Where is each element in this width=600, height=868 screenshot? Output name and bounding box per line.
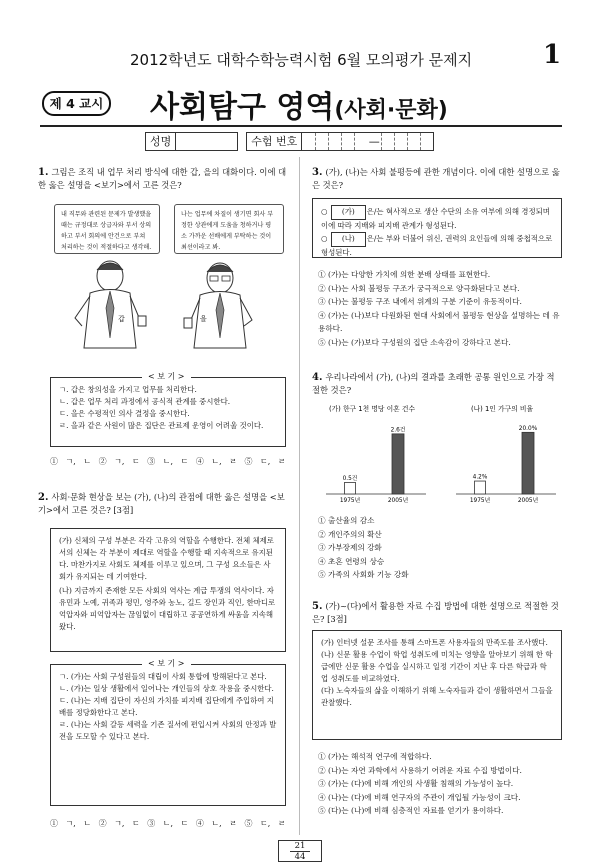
question-4-stem [312,371,562,397]
question-3-stem [312,166,562,192]
question-1-bogi-box [50,377,286,447]
question-2-choices: ① ㄱ, ㄴ ② ㄱ, ㄷ ③ ㄴ, ㄷ ④ ㄴ, ㄹ ⑤ ㄷ, ㄹ [50,819,286,828]
speech-bubble-left: 내 직무와 관련된 문제가 발생했을 때는 규정대로 상급자와 부서 상의 하고 부서 회의에 안건으로 부쳐 처리하는 것이 적절하다고 생각해. [54,204,160,254]
period-badge: 제 4 교시 [42,91,111,116]
person-right-name: 을 [200,315,207,323]
bogi-item: ㄹ. (나)는 사회 갈등 세력을 기존 질서에 편입시켜 사회의 안정과 발전을 도모할 수 있다고 본다. [59,720,277,741]
question-1-number: 1. [38,167,49,178]
question-4-options [318,514,562,582]
candidate-info-bar [145,132,434,151]
chart-category-label: 2005년 [387,498,409,504]
passage-na: (나) 지금까지 존재한 모든 사회의 역사는 계급 투쟁의 역사이다. 자유민과 노예, 귀족과 평민, 영주와 농노, 길드 장인과 직인, 한마디로 억압자와 피억압자는 끊임없이 대립하고 공공연하게 싸움을 지속해왔다. [59,586,276,631]
question-4-charts [312,402,562,512]
exam-number-label: 수험 번호 [246,132,302,151]
subject-sub: (사회·문화) [334,98,448,123]
header-rule [40,125,562,127]
bogi-item: ㄴ. 갑은 업무 처리 과정에서 공식적 관계를 중시한다. [59,397,231,406]
chart-title: (나) 1인 가구의 비율 [470,405,534,413]
question-1-bogi-title: < 보 기 > [142,371,191,382]
option[interactable]: ④ 초혼 연령의 상승 [318,556,385,566]
bullet-icon: ○ [321,234,328,243]
page-number: 1 [543,40,562,70]
option[interactable]: ① (가)는 다양한 가치에 의한 분배 상태를 표현한다. [318,270,491,279]
question-2-text: 사회·문화 현상을 보는 (가), (나)의 관점에 대한 옳은 설명을 <보기>에서 고른 것은? [3점] [38,492,285,515]
chart-value-label: 0.5건 [342,475,358,482]
concept-ga [321,205,553,232]
question-1-illustration [40,198,290,358]
bogi-item: ㄴ. (가)는 일상 생활에서 일어나는 개인들의 상호 작용을 중시한다. [59,684,274,693]
person-left-name: 갑 [118,315,125,323]
option[interactable]: ④ (가)는 (나)보다 다원화된 현대 사회에서 불평등 현상을 설명하는 데 유용하다. [318,310,560,334]
passage-da: (다) 노숙자들의 삶을 이해하기 위해 노숙자들과 같이 생활하면서 그들을 관찰했다. [321,686,553,707]
option[interactable]: ⑤ (다)는 (나)에 비해 심층적인 자료를 얻기가 용이하다. [318,806,504,816]
question-2-passage-box [50,528,286,652]
chart-category-label: 2005년 [517,498,539,504]
question-2-bogi-title: < 보 기 > [142,658,191,669]
option[interactable]: ③ (가)는 (다)에 비해 개인의 사생활 침해의 가능성이 높다. [318,779,514,789]
question-2-number: 2. [38,492,49,503]
bogi-item: ㄱ. (가)는 사회 구성원들의 대립이 사회 통합에 방해된다고 본다. [59,672,267,681]
subject-title [150,82,448,126]
option[interactable]: ② (나)는 자연 과학에서 사용하기 어려운 자료 수집 방법이다. [318,765,522,775]
option[interactable]: ② (나)는 사회 불평등 구조가 궁극적으로 양극화된다고 본다. [318,283,520,293]
option[interactable]: ⑤ (나)는 (가)보다 구성원의 집단 소속감이 강하다고 본다. [318,337,511,347]
passage-na: (나) 신문 활용 수업이 학업 성취도에 미치는 영향을 알아보기 위해 한 학급에만 신문 활용 수업을 실시하고 일정 기간이 지난 후 다른 학급과 학업 성취도를 비교하였다. [321,650,553,683]
chart-title: (가) 한구 1천 명당 이혼 건수 [328,405,416,413]
option[interactable]: ② 개인주의의 확산 [318,529,382,539]
option[interactable]: ① 출산율의 감소 [318,516,375,525]
option[interactable]: ③ (나)는 불평등 구조 내에서 위계의 구분 기준이 유동적이다. [318,297,522,307]
passage-ga: (가) 인터넷 설문 조사를 통해 스마트폰 사용자들의 만족도를 조사했다. [321,638,548,647]
chart-bar [522,432,534,494]
question-4-number: 4. [312,372,323,383]
question-1-choices: ① ㄱ, ㄴ ② ㄱ, ㄷ ③ ㄴ, ㄷ ④ ㄴ, ㄹ ⑤ ㄷ, ㄹ [50,457,286,466]
chart-value-label: 4.2% [472,474,488,481]
two-office-workers-drawing [40,198,290,358]
question-2-bogi-box [50,664,286,806]
option[interactable]: ④ (나)는 (다)에 비해 연구자의 주관이 개입될 가능성이 크다. [318,792,521,802]
question-5-number: 5. [312,601,323,612]
chart-bar [392,434,404,494]
chart-category-label: 1975년 [339,498,361,504]
question-5-stem [312,600,562,626]
page-counter [278,840,322,862]
bogi-item: ㄷ. 을은 수평적인 의사 결정을 중시한다. [59,409,190,418]
column-divider [299,157,300,835]
question-3-concept-box [312,198,562,258]
question-3-text: (가), (나)는 사회 불평등에 관한 개념이다. 이에 대한 설명으로 옳은 것은? [312,167,560,190]
question-5-options [318,750,562,818]
chart-bar [475,481,486,494]
question-4-text: 우리나라에서 (가), (나)의 결과를 초래한 공통 원인으로 가장 적절한 것은? [312,372,555,395]
page-current: 21 [290,841,310,852]
question-3-options [318,268,562,350]
bogi-item: ㄱ. 갑은 창의성을 가지고 업무를 처리한다. [59,385,197,394]
question-1-text: 그림은 조직 내 업무 처리 방식에 대한 갑, 을의 대화이다. 이에 대한 옳은 설명을 <보기>에서 고른 것은? [38,167,287,190]
option[interactable]: ⑤ 가족의 사회화 기능 강화 [318,570,409,580]
question-1-stem [38,166,288,192]
exam-title: 2012학년도 대학수학능력시험 6월 모의평가 문제지 [130,51,473,69]
question-5-text: (가)~(다)에서 활용한 자료 수집 방법에 대한 설명으로 적절한 것은? [3점] [312,601,559,624]
exam-number-field[interactable] [302,132,434,151]
question-5-passage-box [312,630,562,740]
name-label: 성명 [145,132,176,151]
bogi-item: ㄷ. (나)는 지배 집단이 자신의 가치를 피지배 집단에게 주입하여 지배를 정당화한다고 본다. [59,696,274,717]
bullet-icon: ○ [321,207,328,216]
concept-ga-text: 은/는 혁사적으로 생산 수단의 소유 여부에 의해 경정되며 이에 따라 지배와 피지배 관계가 형성된다. [321,207,550,230]
option[interactable]: ① (가)는 해석적 연구에 적합하다. [318,752,432,761]
question-3-number: 3. [312,167,323,178]
question-2-stem [38,491,288,517]
concept-na-text: 은/는 부와 더불어 위신, 권력의 요인들에 의해 중첩적으로 형성된다. [321,234,553,257]
concept-na [321,232,553,259]
chart-category-label: 1975년 [469,498,491,504]
chart-bar [345,482,356,494]
passage-ga: (가) 신체의 구성 부분은 각각 고유의 역할을 수행한다. 전체 체제로서의 신체는 각 부분이 제대로 역할을 수행할 때 지속적으로 유지된다. 마찬가지로 사회도 체제를 이루고 있으며, 그 구성 요소들은 사회가 유지되는 데 기여한다. [59,536,274,581]
chart-value-label: 20.0% [518,425,538,432]
name-field[interactable] [176,132,238,151]
speech-bubble-right: 나는 업무에 차질이 생기면 회사 부정한 상관에게 도움을 청하거나 평소 가까운 선배에게 부탁하는 것이 최선이라고 봐. [174,204,284,254]
subject-main: 사회탐구 영역 [150,90,335,125]
concept-na-tag: (나) [331,232,366,247]
exam-number-dash: — [368,135,380,148]
bogi-item: ㄹ. 을과 같은 사원이 많은 집단은 관료제 운영이 어려울 것이다. [59,421,264,430]
page-total: 44 [294,852,306,862]
chart-value-label: 2.6건 [390,427,406,434]
option[interactable]: ③ 가부장제의 강화 [318,543,382,553]
concept-ga-tag: (가) [331,205,366,220]
